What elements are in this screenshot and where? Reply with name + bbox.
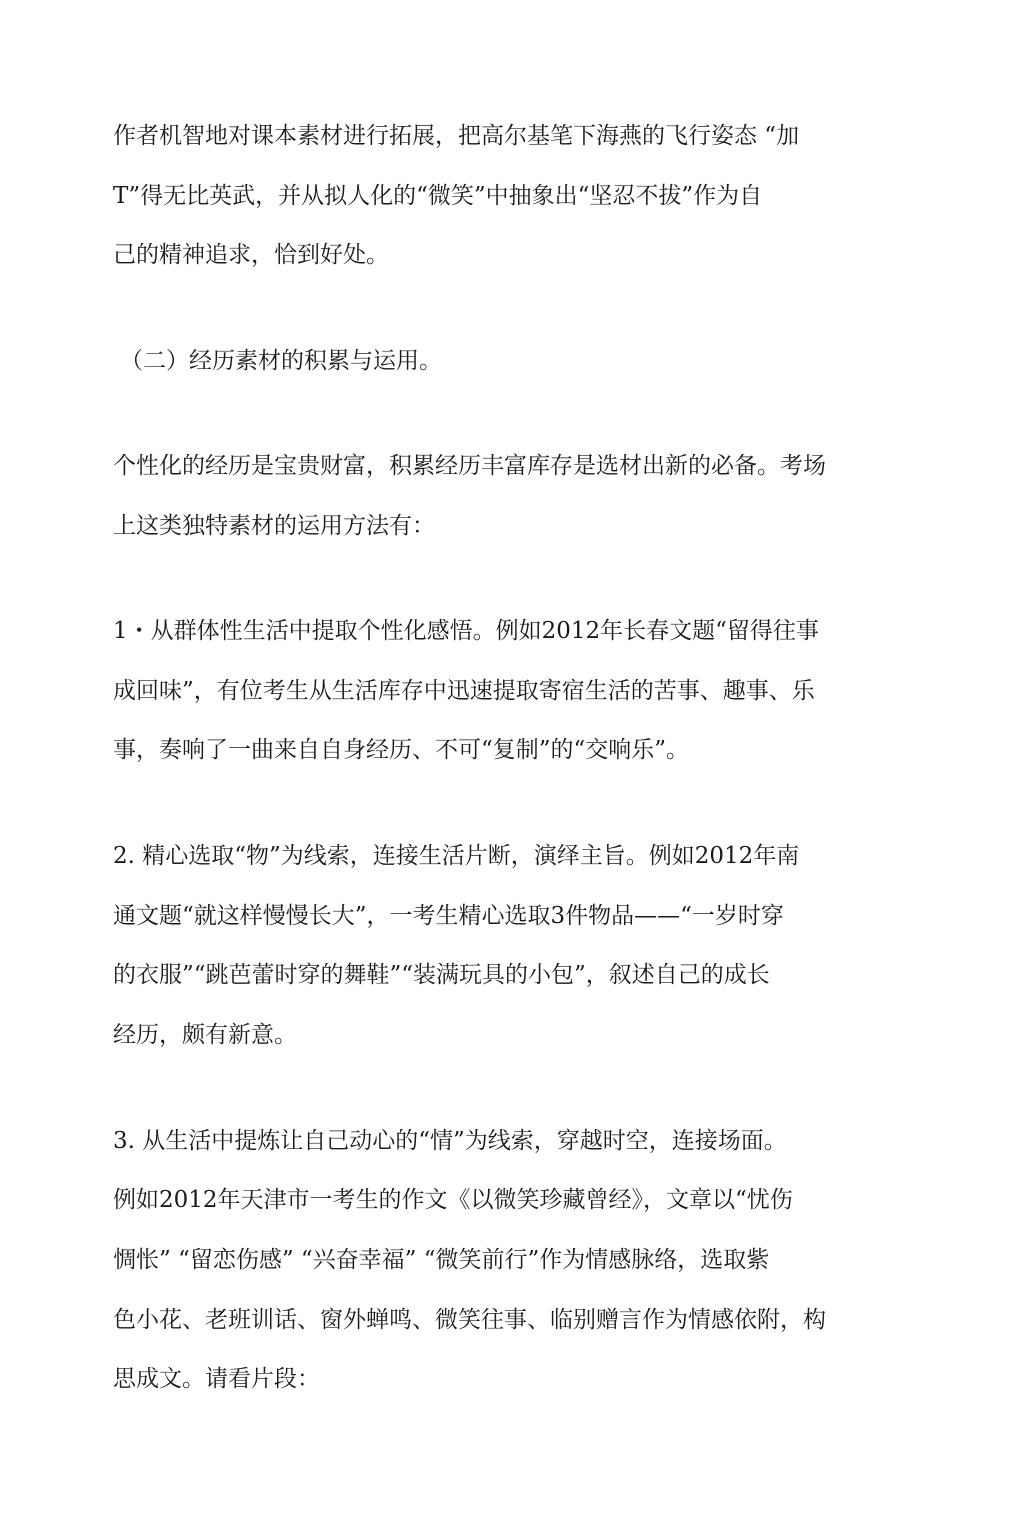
paragraph-line: T”得无比英武，并从拟人化的“微笑”中抽象出“坚忍不拔”作为自 bbox=[113, 183, 763, 209]
list-item-line: 通文题“就这样慢慢长大”，一考生精心选取3件物品——“一岁时穿 bbox=[113, 903, 784, 929]
list-item-line: 例如2012年天津市一考生的作文《以微笑珍藏曾经》，文章以“忧伤 bbox=[113, 1187, 793, 1213]
paragraph-line: 上这类独特素材的运用方法有： bbox=[113, 513, 435, 539]
list-item-line: 成回味”，有位考生从生活库存中迅速提取寄宿生活的苦事、趣事、乐 bbox=[113, 678, 815, 704]
paragraph-line: 个性化的经历是宝贵财富，积累经历丰富库存是选材出新的必备。考场 bbox=[113, 453, 826, 479]
list-item-line: 惆怅” “留恋伤感” “兴奋幸福” “微笑前行”作为情感脉络，选取紫 bbox=[113, 1247, 770, 1273]
section-heading: （二）经历素材的积累与运用。 bbox=[120, 348, 442, 374]
list-item-line: 经历，颇有新意。 bbox=[113, 1022, 297, 1048]
paragraph-line: 己的精神追求，恰到好处。 bbox=[113, 242, 389, 268]
list-item-line: 1・从群体性生活中提取个性化感悟。例如2012年长春文题“留得往事 bbox=[113, 618, 819, 644]
paragraph-line: 作者机智地对课本素材进行拓展，把高尔基笔下海燕的飞行姿态 “加 bbox=[113, 123, 800, 149]
list-item-line: 事，奏响了一曲来自自身经历、不可“复制”的“交响乐”。 bbox=[113, 737, 690, 763]
list-item-line: 3. 从生活中提炼让自己动心的“情”为线索，穿越时空，连接场面。 bbox=[113, 1128, 787, 1154]
list-item-line: 的衣服”“跳芭蕾时穿的舞鞋”“装满玩具的小包”，叙述自己的成长 bbox=[113, 962, 770, 988]
list-item-line: 思成文。请看片段： bbox=[113, 1366, 320, 1392]
list-item-line: 2. 精心选取“物”为线索，连接生活片断，演绎主旨。例如2012年南 bbox=[113, 843, 800, 869]
list-item-line: 色小花、老班训话、窗外蝉鸣、微笑往事、临别赠言作为情感依附，构 bbox=[113, 1307, 826, 1333]
